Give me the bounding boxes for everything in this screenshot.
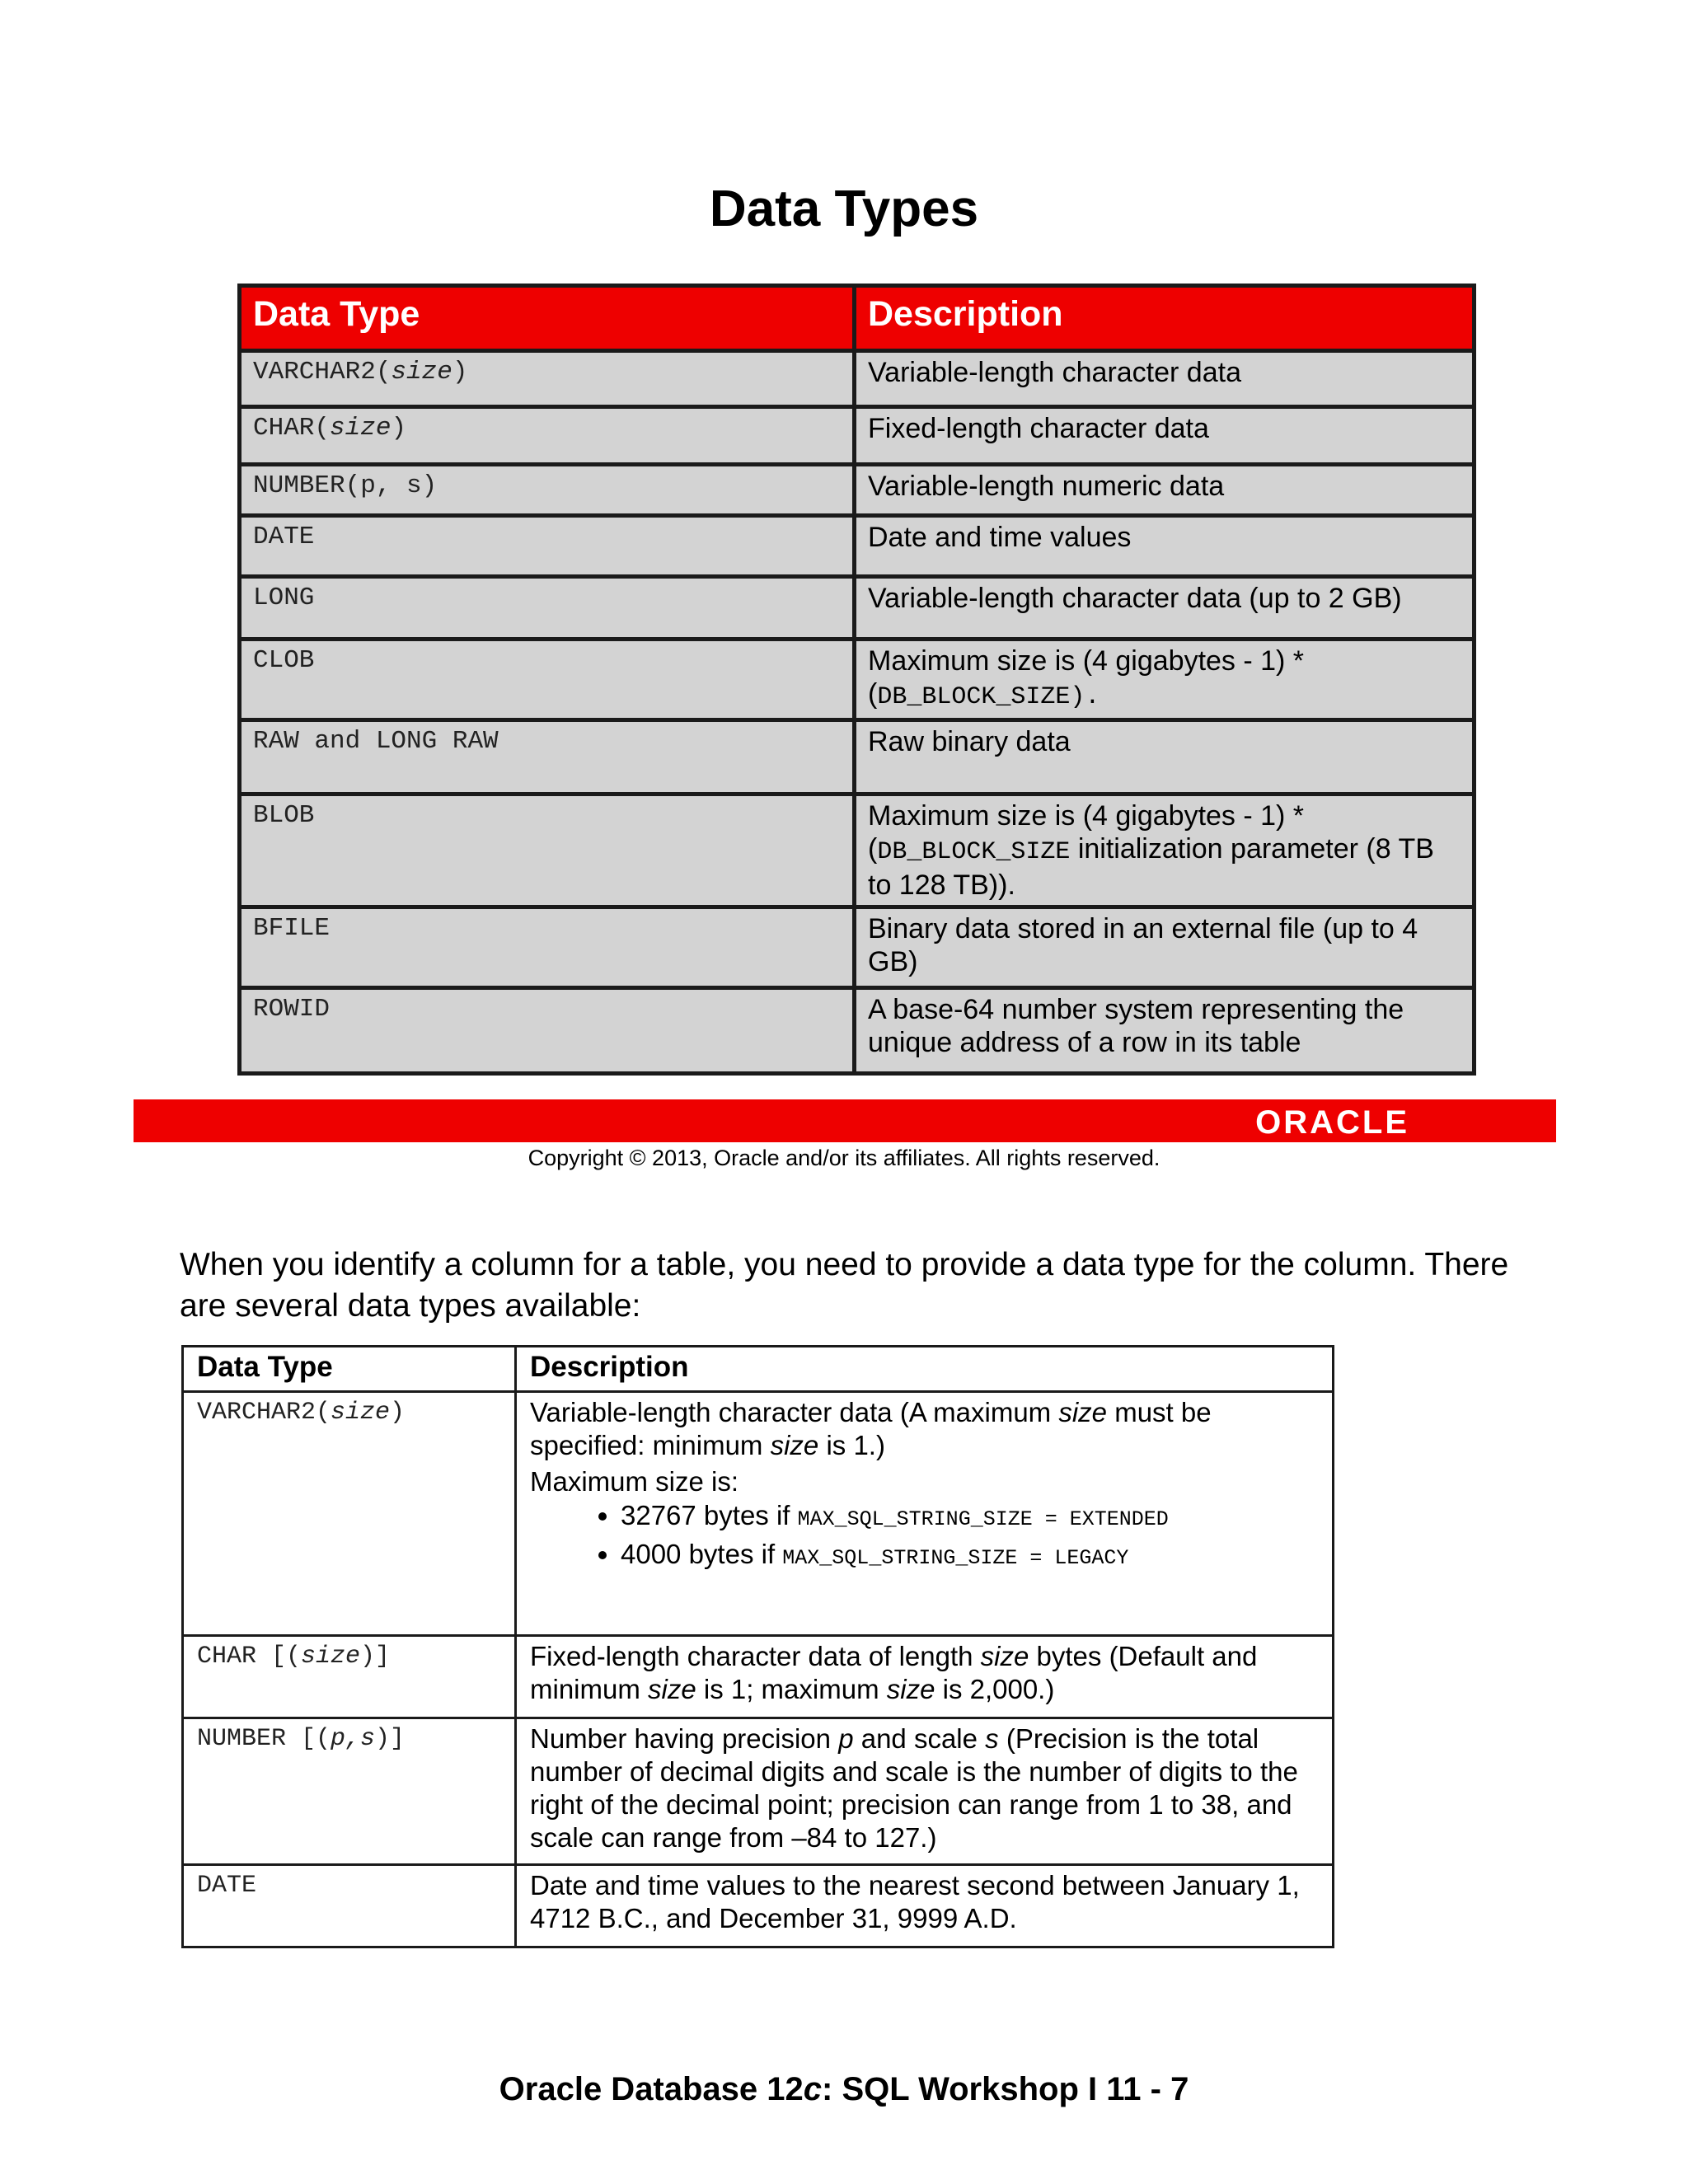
cell-type: CHAR(size)	[240, 407, 855, 465]
cell-type: VARCHAR2(size)	[240, 351, 855, 407]
cell-description: Maximum size is (4 gigabytes - 1) * (DB_BLOCK_SIZE initialization parameter (8 TB to 128 TB)).	[855, 794, 1475, 907]
cell-description: Binary data stored in an external file (up to 4 GB)	[855, 907, 1475, 988]
slide-footer-band	[134, 1099, 1556, 1142]
cell-description: Number having precision p and scale s (Precision is the total number of decimal digits and scale is the number of digits to the right of the decimal point; precision can range from 1 to 38, and scale can range from –84 to 127.)	[516, 1718, 1334, 1865]
header-description: Description	[855, 286, 1475, 351]
slide-title: Data Types	[709, 180, 979, 237]
slide-data-types-table	[237, 284, 1476, 1076]
intro-paragraph: When you identify a column for a table, you need to provide a data type for the column. There are several data types available:	[180, 1247, 1509, 1324]
cell-description: Variable-length character data (up to 2 GB)	[855, 577, 1475, 640]
page-footer: Oracle Database 12c: SQL Workshop I 11 - 7	[499, 2071, 1189, 2107]
cell-description: Variable-length character data (A maximum size must be specified: minimum size is 1.) Maximum size is: • 32767 bytes if MAX_SQL_STRING_SIZE = EXTENDED • 4000 bytes if MAX_SQL_STRING_SIZE = LEGACY	[516, 1392, 1334, 1636]
cell-type: ROWID	[240, 988, 855, 1074]
cell-description: Variable-length numeric data	[855, 465, 1475, 516]
table-row	[240, 794, 1475, 907]
header-description: Description	[516, 1347, 1334, 1392]
header-data-type: Data Type	[183, 1347, 516, 1392]
cell-type: LONG	[240, 577, 855, 640]
copyright-text: Copyright © 2013, Oracle and/or its affiliates. All rights reserved.	[528, 1146, 1160, 1170]
table-row	[240, 577, 1475, 640]
cell-type: BFILE	[240, 907, 855, 988]
cell-type: NUMBER(p, s)	[240, 465, 855, 516]
table-row-number	[183, 1718, 1334, 1865]
max-size-list	[530, 1498, 1319, 1576]
notes-data-types-table	[181, 1345, 1334, 1948]
cell-description: A base-64 number system representing the unique address of a row in its table	[855, 988, 1475, 1074]
cell-description: Maximum size is (4 gigabytes - 1) * (DB_BLOCK_SIZE).	[855, 640, 1475, 720]
header-data-type: Data Type	[240, 286, 855, 351]
table-row-varchar2	[183, 1392, 1334, 1636]
table-row	[240, 907, 1475, 988]
oracle-logo: ORACLE	[1255, 1104, 1409, 1141]
list-item: • 32767 bytes if MAX_SQL_STRING_SIZE = EXTENDED	[621, 1498, 1319, 1537]
cell-type: CHAR [(size)]	[183, 1636, 516, 1718]
table-row	[240, 988, 1475, 1074]
table-header-row	[240, 286, 1475, 351]
cell-type: DATE	[240, 516, 855, 577]
cell-type: DATE	[183, 1865, 516, 1947]
cell-description: Raw binary data	[855, 720, 1475, 794]
cell-type: NUMBER [(p,s)]	[183, 1718, 516, 1865]
list-item: • 4000 bytes if MAX_SQL_STRING_SIZE = LEGACY	[621, 1537, 1319, 1576]
cell-type: CLOB	[240, 640, 855, 720]
table-row	[240, 465, 1475, 516]
table-row	[240, 720, 1475, 794]
table-row-char	[183, 1636, 1334, 1718]
cell-description: Variable-length character data	[855, 351, 1475, 407]
table-row	[240, 407, 1475, 465]
cell-type: RAW and LONG RAW	[240, 720, 855, 794]
cell-type: VARCHAR2(size)	[183, 1392, 516, 1636]
table-row	[240, 351, 1475, 407]
table-row-date	[183, 1865, 1334, 1947]
table-row	[240, 516, 1475, 577]
cell-type: BLOB	[240, 794, 855, 907]
table-header-row	[183, 1347, 1334, 1392]
table-row	[240, 640, 1475, 720]
cell-description: Date and time values to the nearest second between January 1, 4712 B.C., and December 31, 9999 A.D.	[516, 1865, 1334, 1947]
cell-description: Date and time values	[855, 516, 1475, 577]
cell-description: Fixed-length character data	[855, 407, 1475, 465]
cell-description: Fixed-length character data of length size bytes (Default and minimum size is 1; maximum size is 2,000.)	[516, 1636, 1334, 1718]
